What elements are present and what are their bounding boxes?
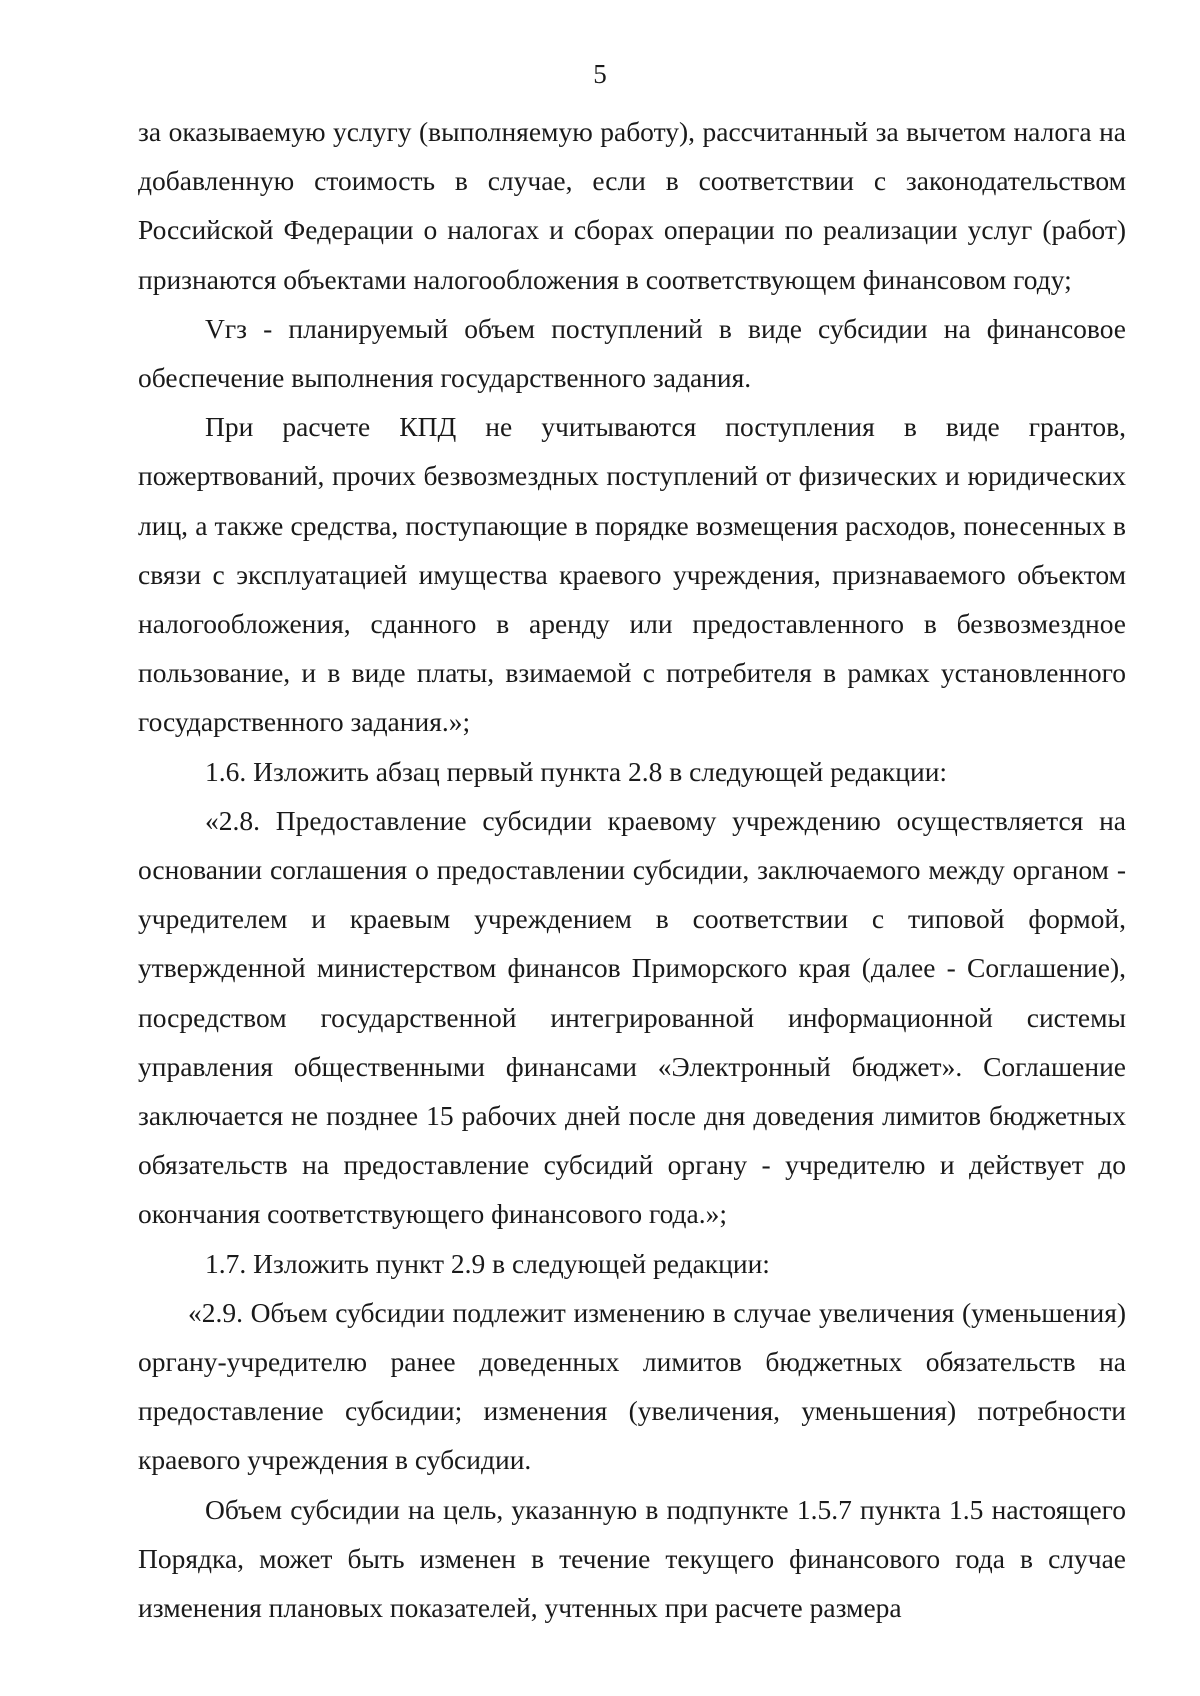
paragraph-vgz-definition: Vгз - планируемый объем поступлений в виде субсидии на финансовое обеспечение выполнения государственного задания. [138,312,1126,394]
paragraph-item-1-6: 1.6. Изложить абзац первый пункта 2.8 в следующей редакции: [205,755,948,787]
paragraph-item-1-7: 1.7. Изложить пункт 2.9 в следующей редакции: [205,1247,770,1279]
paragraph-clause-2-9: «2.9. Объем субсидии подлежит изменению в случае увеличения (уменьшения) органу-учредителю ранее доведенных лимитов бюджетных обязательств на предоставление субсидии; изменения (увеличения, уменьшения) потребности краевого учреждения в субсидии. [138,1296,1126,1476]
page-number: 5 [593,59,607,89]
paragraph-kpd-exclusions: При расчете КПД не учитываются поступления в виде грантов, пожертвований, прочих безвозмездных поступлений от физических и юридических лиц, а также средства, поступающие в порядке возмещения расходов, понесенных в связи с эксплуатацией имущества краевого учреждения, признаваемого объектом налогообложения, сданного в аренду или предоставленного в безвозмездное пользование, и в виде платы, взимаемой с потребителя в рамках установленного государственного задания.»; [138,411,1126,738]
paragraph-subsidy-volume: Объем субсидии на цель, указанную в подпункте 1.5.7 пункта 1.5 настоящего Порядка, может быть изменен в течение текущего финансового года в случае изменения плановых показателей, учтенных при расчете размера [138,1493,1126,1624]
document-body [138,107,1126,1632]
paragraph-tariff-continuation: за оказываемую услугу (выполняемую работу), рассчитанный за вычетом налога на добавленную стоимость в случае, если в соответствии с законодательством Российской Федерации о налогах и сборах операции по реализации услуг (работ) признаются объектами налогообложения в соответствующем финансовом году; [138,116,1126,295]
paragraph-clause-2-8: «2.8. Предоставление субсидии краевому учреждению осуществляется на основании соглашения о предоставлении субсидии, заключаемого между органом - учредителем и краевым учреждением в соответствии с типовой формой, утвержденной министерством финансов Приморского края (далее - Соглашение), посредством государственной интегрированной информационной системы управления общественными финансами «Электронный бюджет». Соглашение заключается не позднее 15 рабочих дней после дня доведения лимитов бюджетных обязательств на предоставление субсидий органу - учредителю и действует до окончания соответствующего финансового года.»; [138,804,1126,1230]
